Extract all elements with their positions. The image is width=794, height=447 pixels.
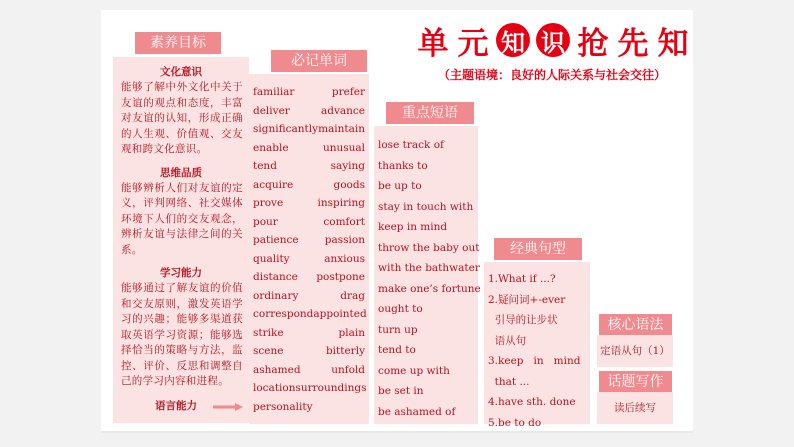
word-item: scene [253,345,284,357]
sentence-item: 5.be to do [488,416,542,429]
word-item: bitterly [325,345,365,357]
word-item: tend [253,160,277,172]
word-row [249,398,369,417]
word-row [249,157,369,176]
word-item: ordinary [253,289,299,302]
culture-heading: 文化意识 [160,66,202,78]
word-item: appointed [313,308,367,320]
topic-writing-box [597,392,673,424]
word-row [249,231,369,250]
phrase-item: turn up [378,323,418,336]
tab-literacy-goals: 素养目标 [135,32,221,54]
culture-text: 能够了解中外文化中关于友谊的观点和态度，丰富对友谊的认知，形成正确的人生观、价值观、交友观和跨文化意识。 [121,81,243,155]
word-row [249,176,369,195]
word-item: comfort [323,215,365,228]
unit-title [413,18,693,62]
phrase-item: throw the baby out [378,241,480,254]
title-char: 元 [457,25,489,62]
phrase-item: be ashamed of [378,405,456,418]
theme-context: （主题语境：良好的人际关系与社会交往） [437,68,666,82]
word-row [249,139,369,158]
sentence-item: 4.have sth. done [488,396,576,408]
word-item: location [253,382,296,394]
sentence-list [484,269,590,433]
sentence-item: that ... [488,375,530,388]
word-item: correspond [253,308,314,320]
sentence-item: 语从句 [488,334,527,347]
literacy-goals-box [113,57,249,423]
word-row [249,213,369,232]
word-item: anxious [324,252,365,265]
title-char: 单 [417,25,449,62]
word-item: saying [330,160,365,172]
phrase-item: be up to [378,180,422,192]
word-item: quality [253,252,290,265]
word-item: patience [253,234,299,246]
language-ability-label: 语言能力 [155,400,197,412]
word-item: passion [324,234,365,246]
word-row [249,342,369,361]
word-item: pour [253,215,278,228]
arrow-right-icon [213,403,243,411]
word-row [249,361,369,380]
tab-topic-writing: 话题写作 [599,371,672,393]
sentence-item: 3.keep in mind [488,355,581,367]
word-item: familiar [253,86,295,98]
word-item: unfold [331,363,365,376]
tab-key-phrases: 重点短语 [386,102,474,124]
word-list [249,83,369,416]
bottom-divider [101,431,693,433]
word-row [249,268,369,287]
word-item: goods [333,178,365,191]
word-item: prefer [331,86,365,98]
sentence-item: 1.What if ...? [488,273,556,285]
word-row [249,83,369,102]
title-char-circled: 识 [536,23,570,57]
thinking-text: 能够辨析人们对友谊的定义，评判网络、社交媒体环境下人们的交友观念，辨析友谊与法律之间的关系。 [121,181,243,256]
word-row [249,120,369,139]
phrase-list [374,135,481,422]
title-char: 先 [617,25,649,62]
key-words-box [249,74,369,424]
phrase-item: ought to [378,303,423,315]
word-item: acquire [253,178,294,191]
phrase-item: thanks to [378,159,428,172]
phrase-item: keep in mind [378,221,448,233]
thinking-heading: 思维品质 [160,166,202,179]
word-item: advance [320,104,365,117]
word-row [249,194,369,213]
title-char-circled: 知 [496,23,530,57]
phrase-item: lose track of [378,139,444,151]
writing-item: 读后续写 [614,402,656,414]
word-item: strike [253,326,284,339]
sentence-item: 2.疑问词+-ever [488,293,566,306]
word-row [249,287,369,306]
title-char: 知 [657,25,689,62]
word-row [249,305,369,324]
title-char: 抢 [577,25,609,62]
tab-classic-sentences: 经典句型 [494,238,582,260]
word-item: personality [253,400,313,413]
word-item: distance [253,271,298,283]
sentence-item: 引导的让步状 [488,314,558,326]
learning-text: 能够通过了解友谊的价值和交友原则，激发英语学习的兴趣；能够多渠道获取英语学习资源；能够选择恰当的策略与方法，监控、评价、反思和调整自己的学习内容和进程。 [121,282,243,387]
phrase-item: be set in [378,385,424,397]
word-item: deliver [253,104,290,117]
word-item: maintain [318,123,365,135]
word-item: surroundings [295,382,367,394]
phrase-item: come up with [378,364,450,377]
word-item: plain [338,326,365,339]
word-row [249,102,369,121]
tab-key-words: 必记单词 [271,50,367,72]
word-item: prove [253,197,284,209]
word-item: ashamed [253,363,301,376]
word-item: drag [340,289,365,302]
learning-heading: 学习能力 [160,267,202,279]
key-phrases-box [374,126,481,424]
phrase-item: stay in touch with [378,200,474,213]
word-item: enable [253,141,289,154]
word-row [249,324,369,343]
word-item: unusual [322,141,365,154]
word-row [249,379,369,398]
phrase-item: make one’s fortune [378,282,481,295]
phrase-item: tend to [378,344,416,356]
grammar-item: 定语从句（1） [600,345,670,357]
word-item: inspiring [317,197,365,209]
word-item: significantly [253,123,319,135]
core-grammar-box [597,335,673,367]
word-item: postpone [316,271,365,283]
classic-sentences-box [484,262,590,429]
tab-core-grammar: 核心语法 [599,314,672,336]
phrase-item: with the bathwater [378,262,480,274]
word-row [249,250,369,269]
